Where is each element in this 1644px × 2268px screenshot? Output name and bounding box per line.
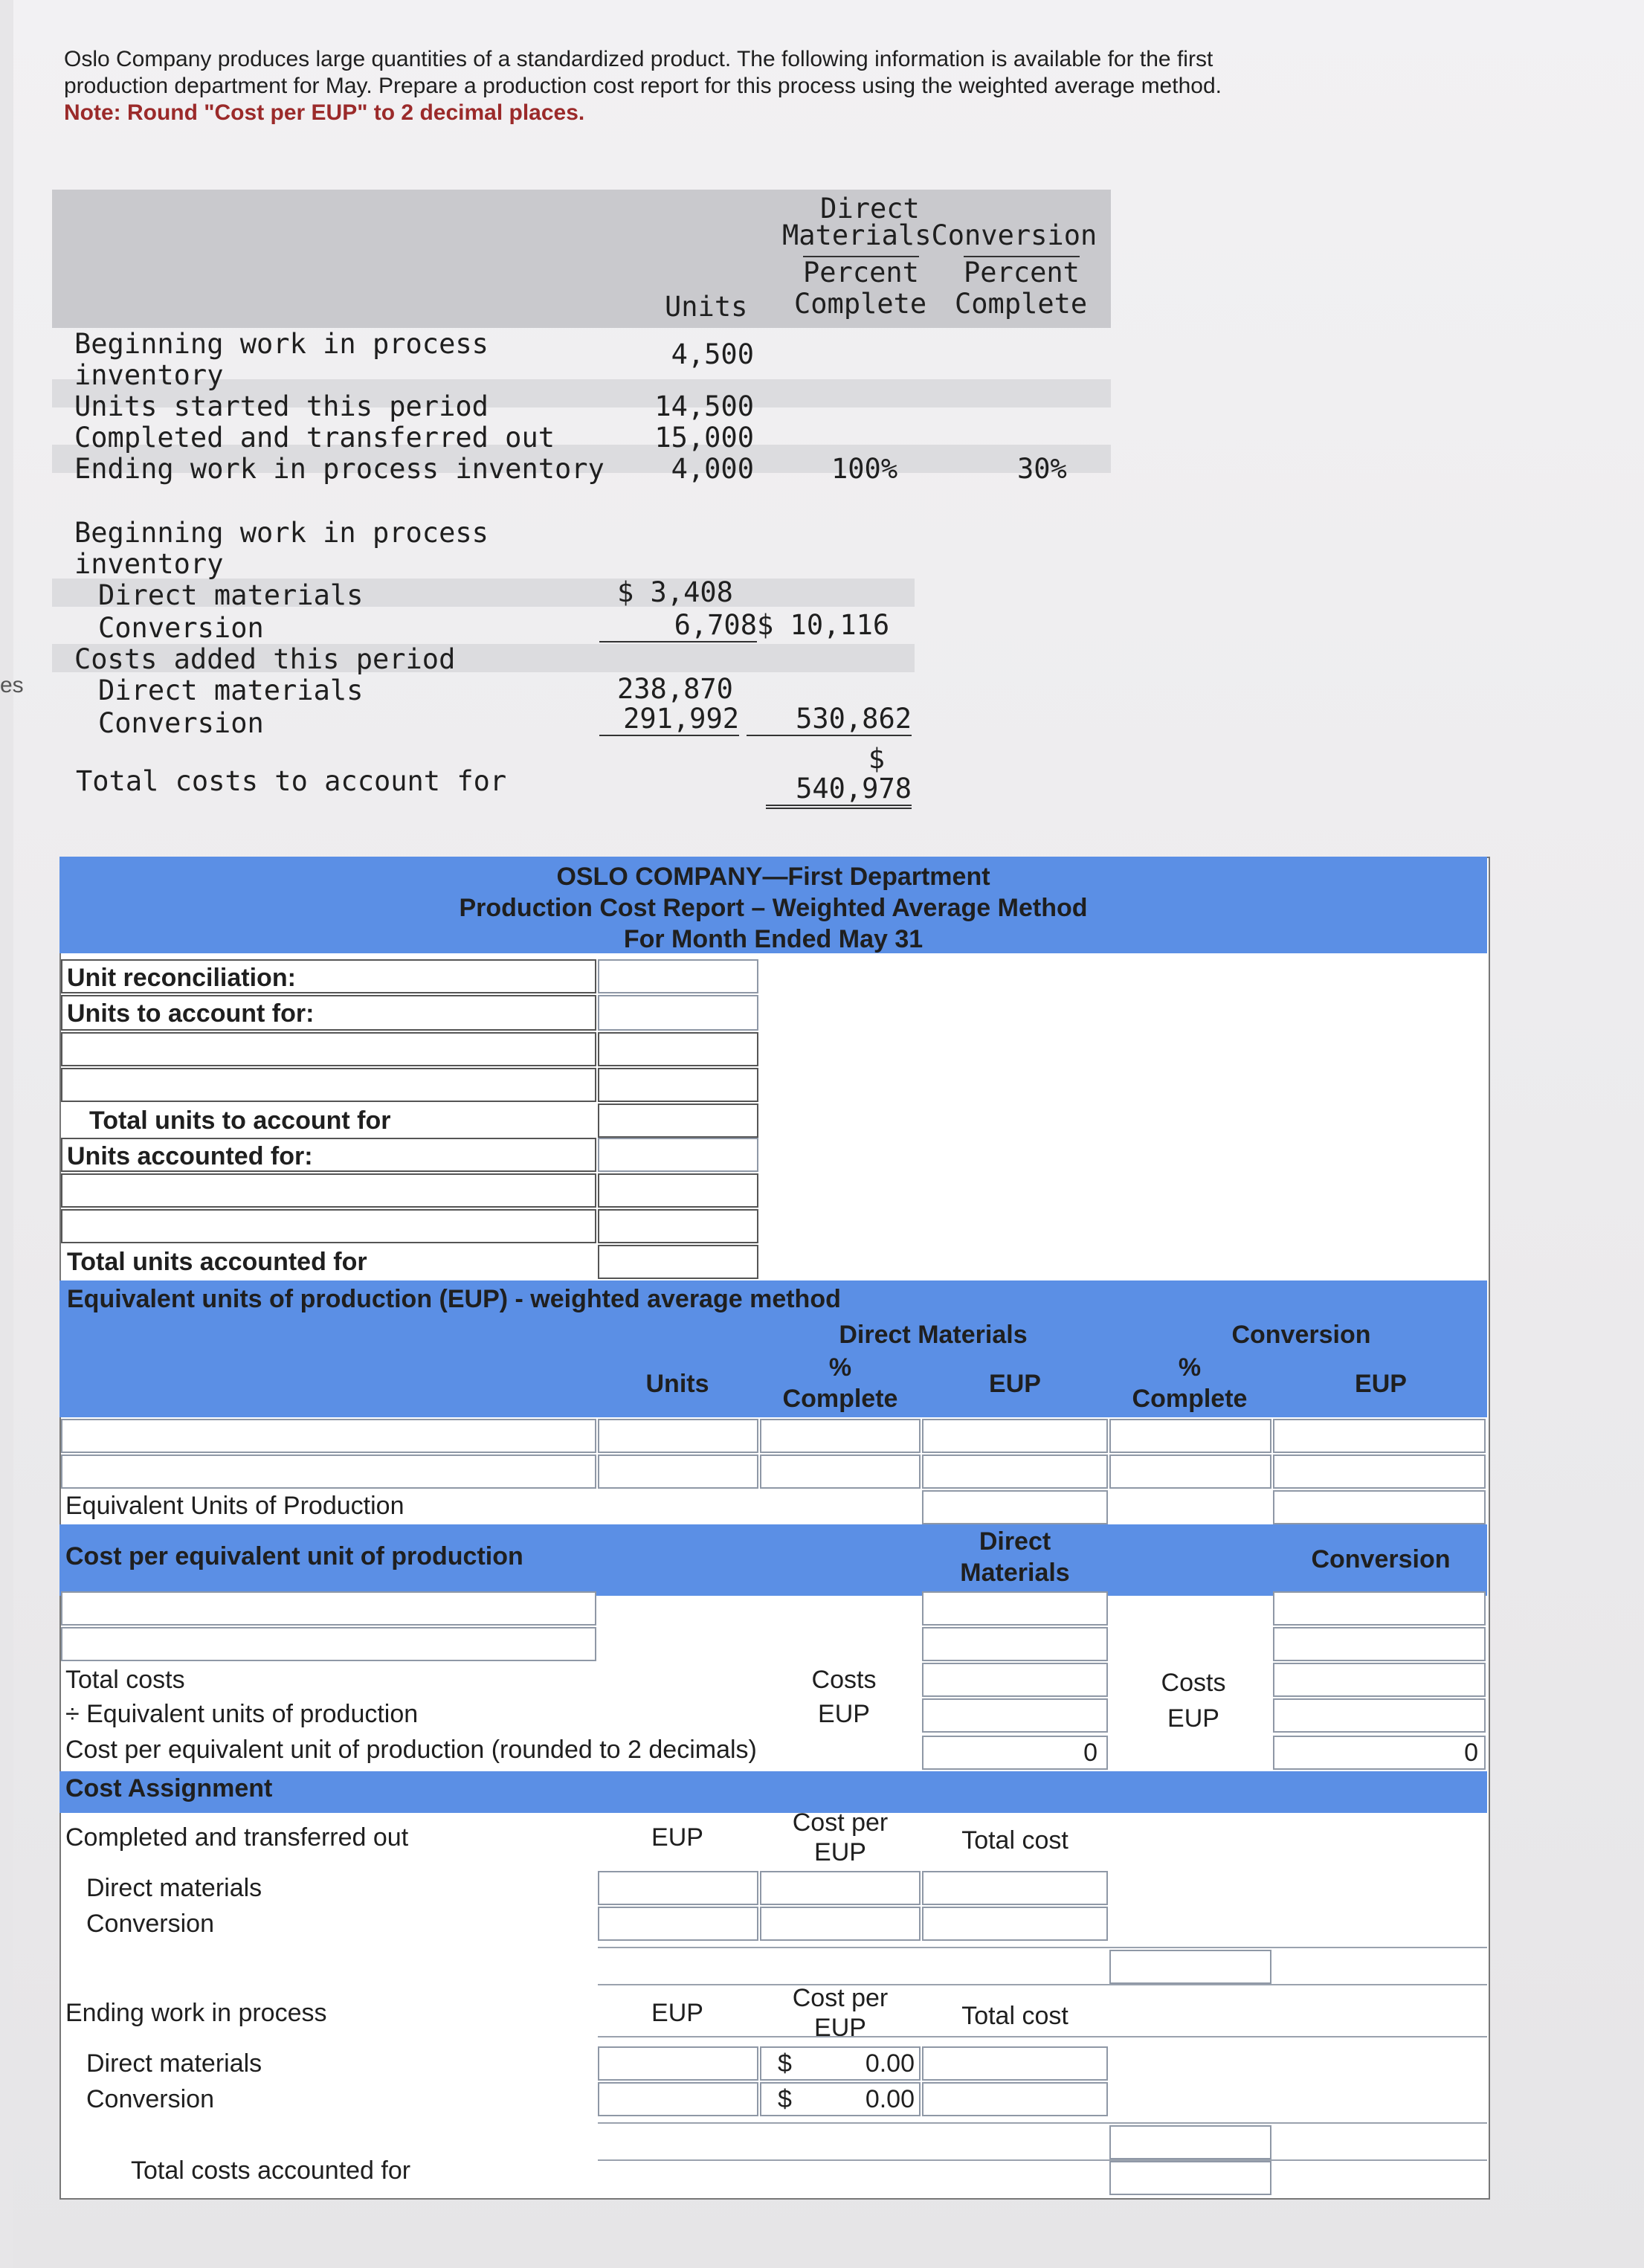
ewip-dm-cost-per-value: 0.00 bbox=[865, 2049, 915, 2078]
conv-cost-per-eup-value: 0 bbox=[1464, 1739, 1478, 1767]
units-to-account-value[interactable] bbox=[598, 995, 758, 1031]
ewip-conv-dollar: $ bbox=[778, 2085, 792, 2113]
separator bbox=[598, 2159, 1487, 2161]
total-units-accounted-value[interactable] bbox=[598, 1245, 758, 1279]
eup-title: Equivalent units of production (EUP) - weighted average method bbox=[67, 1285, 841, 1313]
eup-dm-complete: Complete bbox=[782, 1385, 898, 1413]
cta-conv-label: Conversion bbox=[86, 1910, 214, 1938]
dm-total-costs-input[interactable] bbox=[922, 1663, 1108, 1697]
eup-conv-header: Conversion bbox=[1231, 1321, 1371, 1349]
cta-total-cost-col: Total cost bbox=[961, 1826, 1068, 1855]
ewip-units: 4,000 bbox=[671, 453, 754, 485]
cta-total-cost bbox=[1109, 1950, 1271, 1984]
units-accounted-amount-2[interactable] bbox=[598, 1209, 758, 1243]
cost-bwip-dm-label: Direct materials bbox=[98, 579, 364, 611]
ending-wip-label: Ending work in process bbox=[65, 1999, 327, 2027]
conv-complete: Complete bbox=[955, 288, 1088, 320]
total-units-to-account-value[interactable] bbox=[598, 1104, 758, 1138]
cpe-row-conv-1[interactable] bbox=[1273, 1591, 1486, 1626]
total-costs-accounted-value bbox=[1109, 2161, 1271, 2195]
cpe-row-label-1[interactable] bbox=[61, 1591, 596, 1626]
eup-row-conv-pct-2[interactable] bbox=[1109, 1454, 1271, 1489]
cta-dm-total-cost bbox=[922, 1871, 1108, 1905]
separator bbox=[598, 2036, 1487, 2037]
cpe-row-dm-1[interactable] bbox=[922, 1591, 1108, 1626]
eup-row-dm-pct-2[interactable] bbox=[760, 1454, 921, 1489]
cost-bwip-label-1: Beginning work in process bbox=[74, 517, 489, 549]
dm-eup-word: EUP bbox=[818, 1700, 870, 1728]
ewip-conv-eup-input[interactable] bbox=[598, 2082, 758, 2116]
units-to-account-amount-1[interactable] bbox=[598, 1032, 758, 1066]
cost-assignment-band bbox=[59, 1771, 1487, 1813]
eup-row-conv-eup-2[interactable] bbox=[1273, 1454, 1486, 1489]
units-to-account-label: Units to account for: bbox=[67, 999, 315, 1028]
cta-cost-per-line1: Cost per bbox=[792, 1808, 889, 1837]
eup-row-label-2[interactable] bbox=[61, 1454, 596, 1489]
ewip-conv-label: Conversion bbox=[86, 2085, 214, 2113]
conv-eup-word: EUP bbox=[1167, 1704, 1219, 1733]
units-accounted-input-1[interactable] bbox=[61, 1173, 596, 1208]
conv-eup-input[interactable] bbox=[1273, 1698, 1486, 1733]
ewip-dm-eup-input[interactable] bbox=[598, 2046, 758, 2081]
units-to-account-input-2[interactable] bbox=[61, 1068, 596, 1102]
report-title-1: OSLO COMPANY—First Department bbox=[556, 863, 990, 891]
total-costs-accounted-label: Total costs accounted for bbox=[131, 2156, 411, 2185]
cpe-direct-line2: Materials bbox=[960, 1559, 1070, 1587]
eup-row-label-1[interactable] bbox=[61, 1419, 596, 1453]
total-costs-value: 540,978 bbox=[766, 773, 912, 809]
separator bbox=[598, 1947, 1487, 1948]
costs-added-label: Costs added this period bbox=[74, 643, 456, 675]
report-title-2: Production Cost Report – Weighted Average Method bbox=[459, 894, 1088, 922]
ewip-dm-dollar: $ bbox=[778, 2049, 792, 2078]
added-dm-label: Direct materials bbox=[98, 674, 364, 706]
cta-conv-total-cost bbox=[922, 1907, 1108, 1941]
dm-header-line1: Direct bbox=[820, 193, 920, 225]
cost-assignment-title: Cost Assignment bbox=[65, 1774, 273, 1803]
started-label: Units started this period bbox=[74, 390, 489, 422]
eup-dm-eup-col: EUP bbox=[989, 1370, 1041, 1398]
conv-total-costs-input[interactable] bbox=[1273, 1663, 1486, 1697]
cost-bwip-dm-value: $ 3,408 bbox=[617, 576, 733, 608]
ewip-eup-col: EUP bbox=[651, 1999, 703, 2027]
completed-transferred-label: Completed and transferred out bbox=[65, 1823, 409, 1852]
cost-bwip-conv-value: 6,708 bbox=[599, 610, 757, 642]
cpe-direct-line1: Direct bbox=[979, 1527, 1051, 1556]
cta-eup-col: EUP bbox=[651, 1823, 703, 1852]
dm-costs-word: Costs bbox=[811, 1666, 877, 1694]
bwip-label-2: inventory bbox=[74, 359, 224, 391]
units-accounted-amount-1[interactable] bbox=[598, 1173, 758, 1208]
dm-header-line2: MaterialsConversion bbox=[782, 219, 1097, 251]
unit-recon-blank bbox=[598, 959, 758, 993]
dm-complete: Complete bbox=[794, 288, 927, 320]
dm-cost-per-eup-value: 0 bbox=[1083, 1739, 1097, 1767]
cta-dm-label: Direct materials bbox=[86, 1874, 262, 1902]
eup-conv-eup-col: EUP bbox=[1355, 1370, 1407, 1398]
units-to-account-input-1[interactable] bbox=[61, 1032, 596, 1066]
completed-label: Completed and transferred out bbox=[74, 422, 555, 454]
cost-bwip-total: $ 10,116 bbox=[757, 609, 890, 641]
eup-row-units-1[interactable] bbox=[598, 1419, 758, 1453]
cost-bwip-conv-label: Conversion bbox=[98, 612, 264, 644]
eup-row-conv-pct-1[interactable] bbox=[1109, 1419, 1271, 1453]
intro-line-1: Oslo Company produces large quantities of a standardized product. The following information is available for the first bbox=[64, 47, 1213, 71]
conv-costs-word: Costs bbox=[1161, 1669, 1226, 1697]
added-dm-value: 238,870 bbox=[617, 673, 733, 705]
intro-line-2: production department for May. Prepare a production cost report for this process using the weighted average method. bbox=[64, 74, 1222, 98]
total-costs-label: Total costs to account for bbox=[76, 765, 507, 797]
eup-row-dm-eup-2[interactable] bbox=[922, 1454, 1108, 1489]
cpe-row-label-2[interactable] bbox=[61, 1627, 596, 1661]
ewip-conv-total-cost bbox=[922, 2082, 1108, 2116]
units-accounted-blank bbox=[598, 1138, 758, 1172]
eup-row-dm-eup-1[interactable] bbox=[922, 1419, 1108, 1453]
cta-dm-cost-per-input[interactable] bbox=[760, 1871, 921, 1905]
eup-row-conv-eup-1[interactable] bbox=[1273, 1419, 1486, 1453]
eup-row-units-2[interactable] bbox=[598, 1454, 758, 1489]
total-units-accounted-label: Total units accounted for bbox=[67, 1248, 367, 1276]
cost-per-eup-title: Cost per equivalent unit of production bbox=[65, 1542, 523, 1570]
eup-dm-pct-symbol: % bbox=[828, 1353, 852, 1382]
ewip-total-cost bbox=[1109, 2125, 1271, 2159]
ewip-conv-percent: 30% bbox=[1017, 453, 1067, 485]
margin-fragment: es bbox=[0, 673, 24, 698]
ewip-conv-cost-per-value: 0.00 bbox=[865, 2085, 915, 2113]
bwip-units: 4,500 bbox=[671, 338, 754, 370]
ewip-dm-percent: 100% bbox=[831, 453, 898, 485]
eup-conv-complete: Complete bbox=[1132, 1385, 1248, 1413]
cta-dm-eup-input[interactable] bbox=[598, 1871, 758, 1905]
eup-total-dm bbox=[922, 1490, 1108, 1524]
rounding-note: Note: Round "Cost per EUP" to 2 decimal places. bbox=[64, 100, 585, 125]
cta-cost-per-line2: EUP bbox=[814, 1838, 866, 1866]
total-costs-label: Total costs bbox=[65, 1666, 185, 1694]
added-conv-label: Conversion bbox=[98, 707, 264, 739]
units-to-account-amount-2[interactable] bbox=[598, 1068, 758, 1102]
units-header: Units bbox=[665, 291, 748, 323]
eup-total-conv bbox=[1273, 1490, 1486, 1524]
ewip-dm-label: Direct materials bbox=[86, 2049, 262, 2078]
ewip-cost-per-line2: EUP bbox=[814, 2014, 866, 2042]
separator bbox=[598, 2122, 1487, 2124]
problem-statement bbox=[64, 46, 1551, 126]
cta-conv-cost-per-input[interactable] bbox=[760, 1907, 921, 1941]
divide-eup-label: ÷ Equivalent units of production bbox=[65, 1700, 419, 1728]
completed-units: 15,000 bbox=[654, 422, 754, 454]
added-total: 530,862 bbox=[747, 703, 912, 736]
eup-dm-header: Direct Materials bbox=[839, 1321, 1028, 1349]
ewip-label: Ending work in process inventory bbox=[74, 453, 605, 485]
separator bbox=[598, 1984, 1487, 1985]
cpe-conversion-col: Conversion bbox=[1311, 1545, 1451, 1573]
bwip-label-1: Beginning work in process bbox=[74, 328, 489, 360]
report-title-3: For Month Ended May 31 bbox=[623, 925, 923, 953]
cost-bwip-label-2: inventory bbox=[74, 548, 224, 580]
cpe-row-conv-2[interactable] bbox=[1273, 1627, 1486, 1661]
cpe-row-dm-2[interactable] bbox=[922, 1627, 1108, 1661]
cost-per-rounded-label: Cost per equivalent unit of production (rounded to 2 decimals) bbox=[65, 1736, 757, 1764]
dm-percent: Percent bbox=[803, 257, 919, 289]
ewip-dm-total-cost bbox=[922, 2046, 1108, 2081]
ewip-cost-per-line1: Cost per bbox=[792, 1984, 889, 2012]
units-accounted-label: Units accounted for: bbox=[67, 1142, 313, 1170]
conv-percent: Percent bbox=[964, 257, 1080, 289]
units-accounted-input-2[interactable] bbox=[61, 1209, 596, 1243]
unit-reconciliation-label: Unit reconciliation: bbox=[67, 964, 296, 992]
cta-conv-eup-input[interactable] bbox=[598, 1907, 758, 1941]
started-units: 14,500 bbox=[654, 390, 754, 422]
ewip-total-cost-col: Total cost bbox=[961, 2002, 1068, 2030]
eup-total-label: Equivalent Units of Production bbox=[65, 1492, 404, 1520]
eup-units-col: Units bbox=[645, 1370, 709, 1398]
eup-conv-pct-symbol: % bbox=[1178, 1353, 1202, 1382]
eup-row-dm-pct-1[interactable] bbox=[760, 1419, 921, 1453]
added-conv-value: 291,992 bbox=[599, 703, 739, 736]
total-units-to-account-label: Total units to account for bbox=[89, 1106, 391, 1135]
total-costs-dollar: $ bbox=[868, 743, 885, 775]
dm-eup-input[interactable] bbox=[922, 1698, 1108, 1733]
